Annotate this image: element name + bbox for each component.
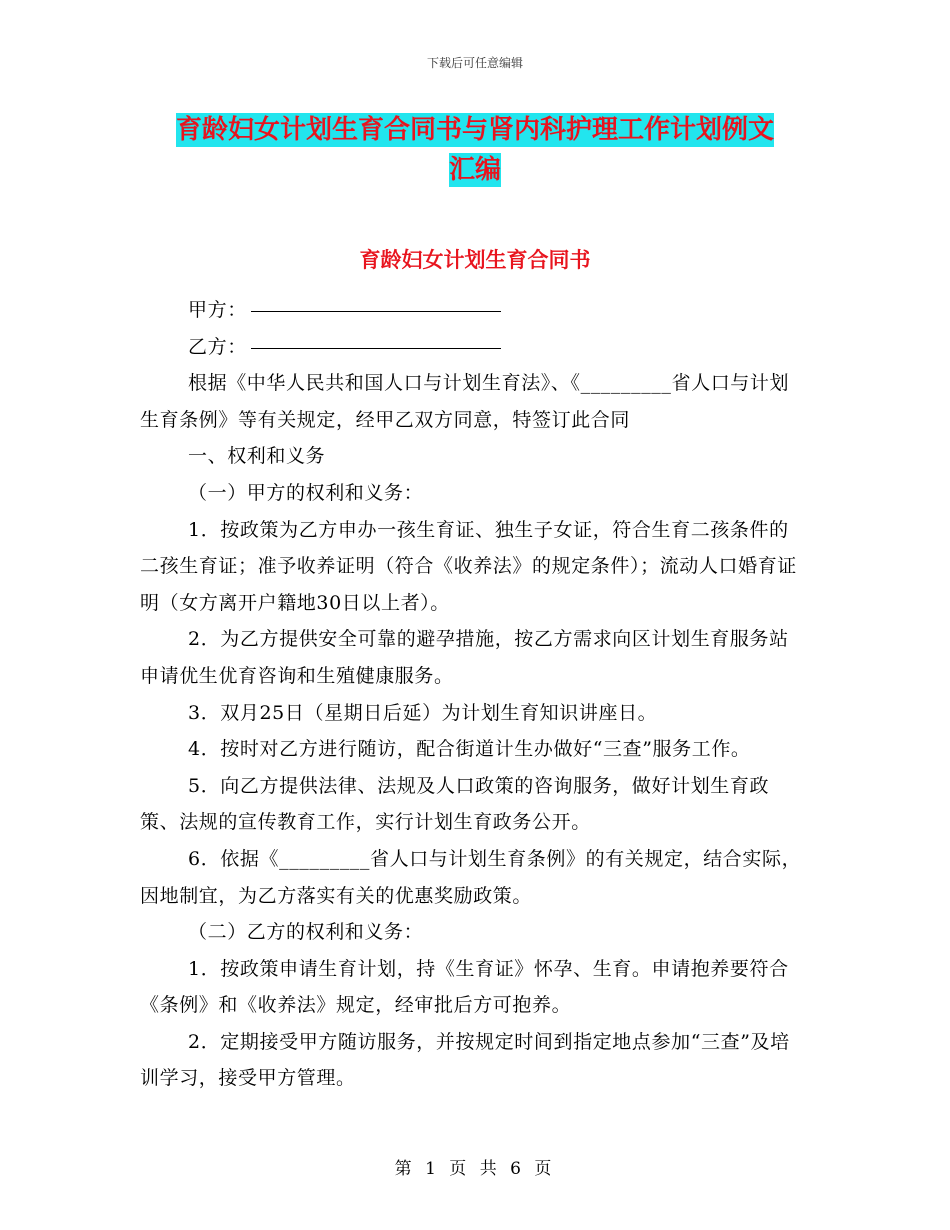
main-title-line2: 汇编 (448, 155, 501, 185)
paragraph-a-item-3: 3．双月25日（星期日后延）为计划生育知识讲座日。 (188, 701, 658, 724)
main-title (140, 110, 810, 190)
paragraph-b-item-2: 2．定期接受甲方随访服务，并按规定时间到指定地点参加“三查”及培训学习，接受甲方管理。 (140, 1030, 790, 1090)
heading-party-b-rights: （二）乙方的权利和义务： (188, 921, 424, 944)
party-b-label: 乙方： (188, 335, 247, 358)
paragraph-intro: 根据《中华人民共和国人口与计划生育法》、《_________省人口与计划生育条例》等有关规定，经甲乙双方同意，特签订此合同 (140, 372, 790, 431)
party-a-line (140, 292, 808, 329)
section-title: 育龄妇女计划生育合同书 (359, 247, 591, 272)
contract-body (140, 292, 808, 1097)
paragraph-a-item-1: 1．按政策为乙方申办一孩生育证、独生子女证，符合生育二孩条件的二孩生育证；准予收养证明（符合《收养法》的规定条件）；流动人口婚育证明（女方离开户籍地30日以上者）。 (140, 518, 797, 614)
paragraph-a-item-2: 2．为乙方提供安全可靠的避孕措施，按乙方需求向区计划生育服务站申请优生优育咨询和生殖健康服务。 (140, 628, 789, 687)
heading-party-a-rights: （一）甲方的权利和义务： (188, 481, 424, 504)
party-b-line (140, 329, 808, 366)
main-title-line1: 育龄妇女计划生育合同书与肾内科护理工作计划例文 (175, 115, 774, 145)
party-b-blank (251, 347, 501, 349)
party-a-label: 甲方： (188, 299, 247, 321)
paragraph-a-item-5: 5．向乙方提供法律、法规及人口政策的咨询服务，做好计划生育政策、法规的宣传教育工作，实行计划生育政务公开。 (140, 774, 770, 834)
paragraph-a-item-6: 6．依据《_________省人口与计划生育条例》的有关规定，结合实际，因地制宜，为乙方落实有关的优惠奖励政策。 (140, 847, 802, 907)
paragraph-b-item-1: 1．按政策申请生育计划，持《生育证》怀孕、生育。申请抱养要符合《条例》和《收养法》规定，经审批后方可抱养。 (140, 957, 789, 1017)
header-note: 下载后可任意编辑 (426, 56, 523, 70)
paragraph-a-item-4: 4．按时对乙方进行随访，配合街道计生办做好“三查”服务工作。 (188, 738, 751, 761)
heading-rights-obligations: 一、权利和义务 (188, 445, 326, 468)
page-footer: 第 1 页 共 6 页 (394, 1159, 556, 1179)
party-a-blank (251, 310, 501, 312)
